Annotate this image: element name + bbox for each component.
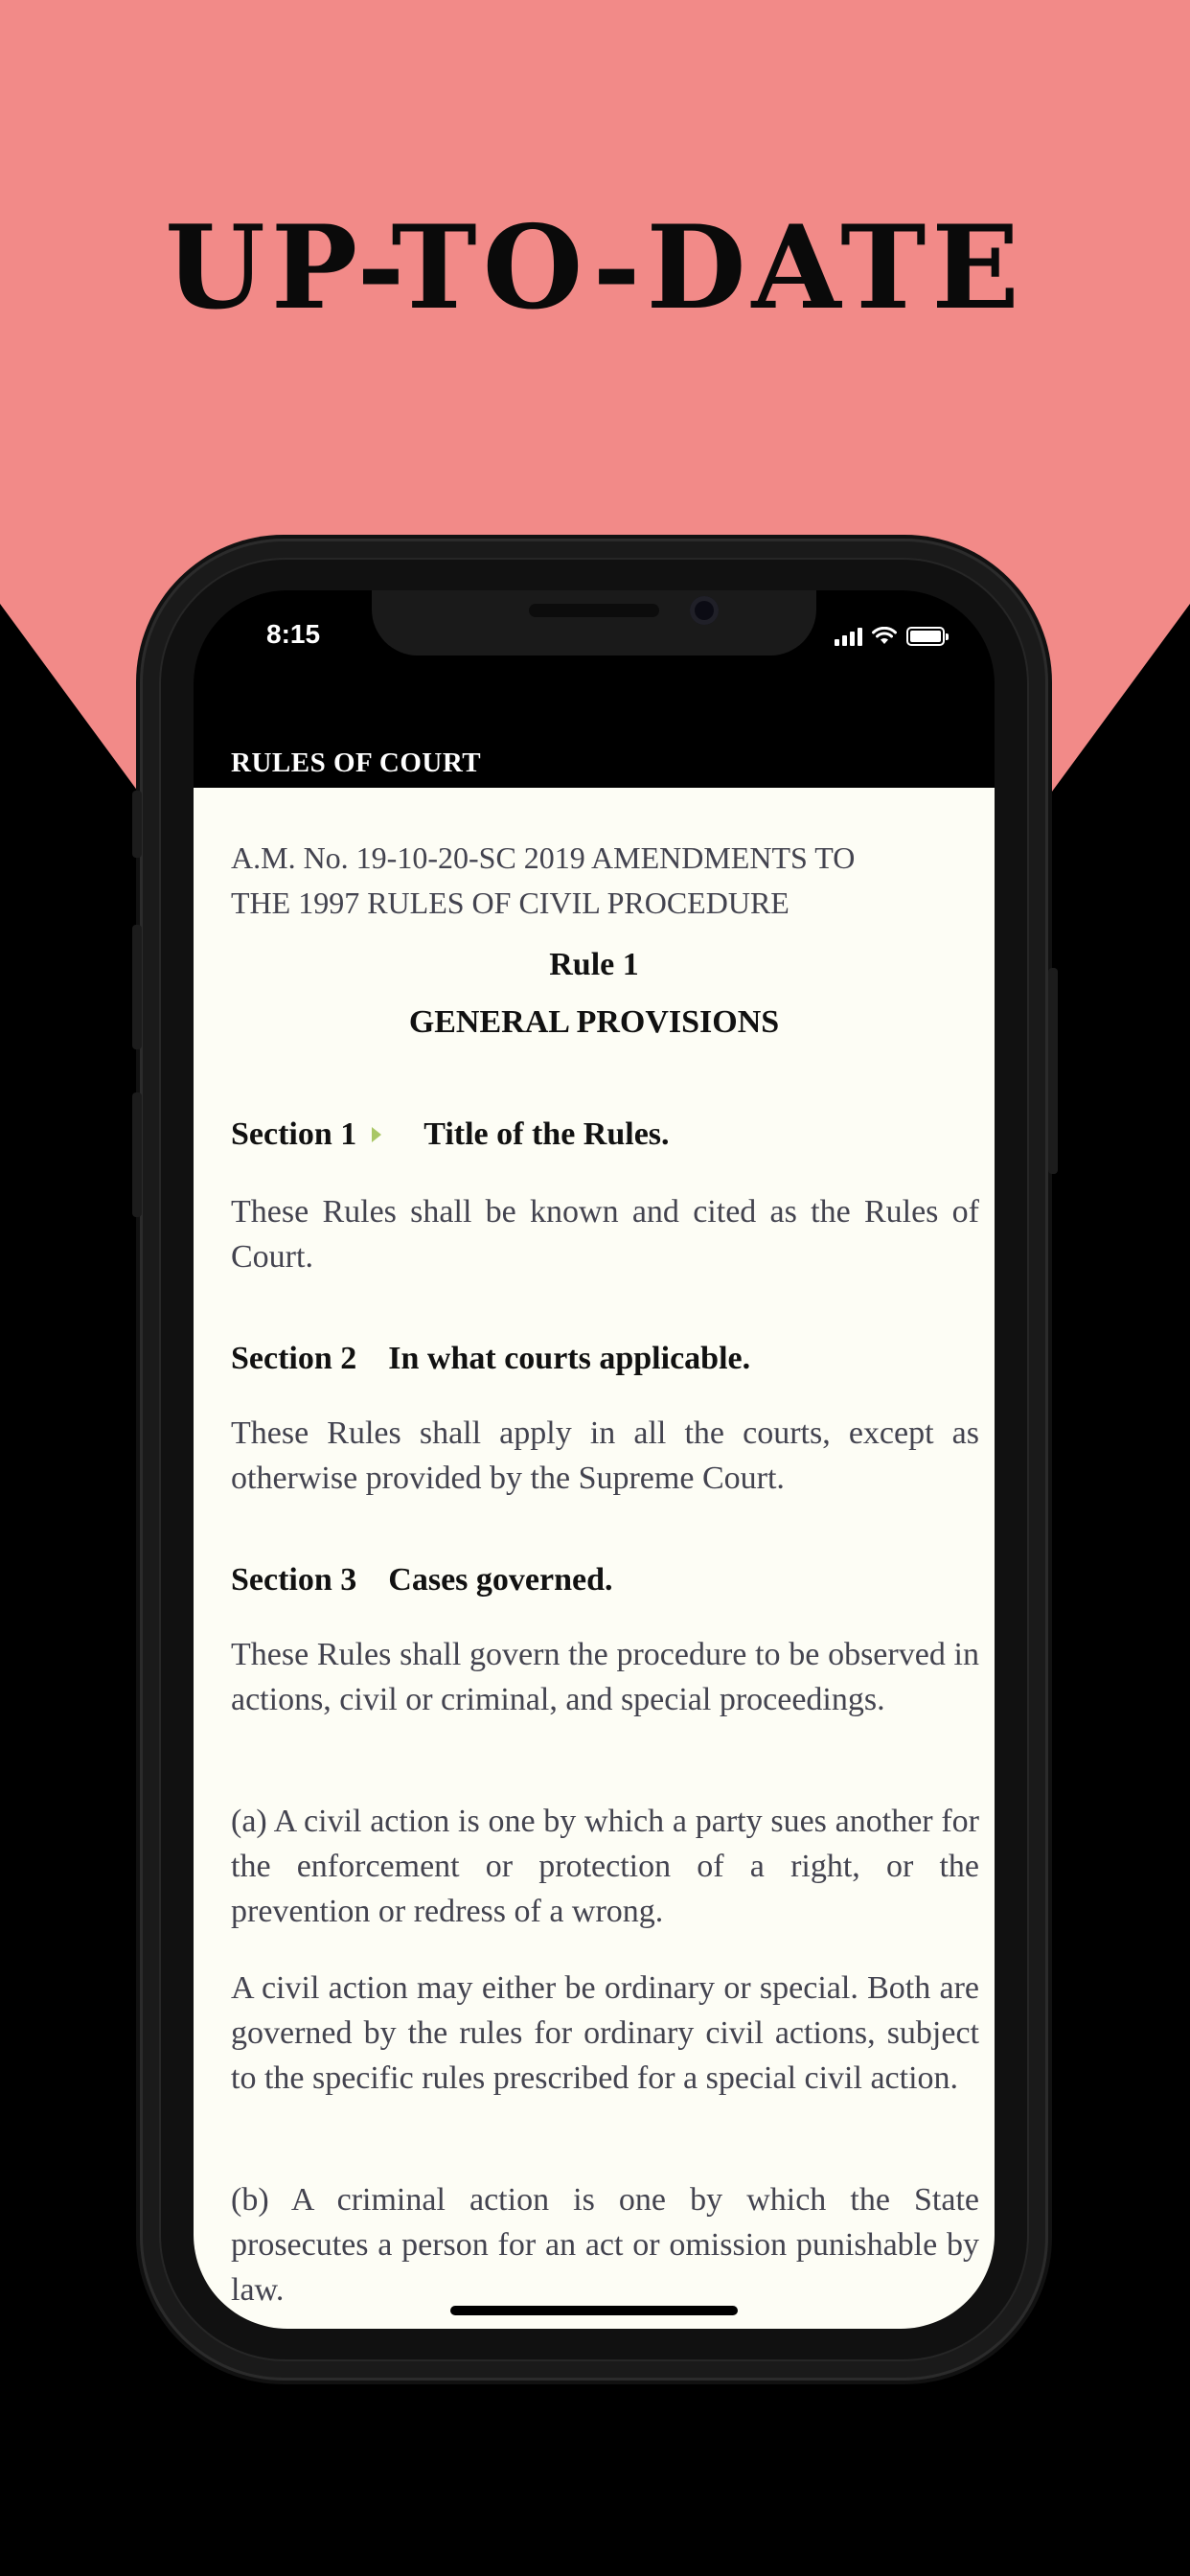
section-title: In what courts applicable.	[388, 1341, 751, 1376]
section-2-heading[interactable]	[231, 1340, 750, 1378]
section-1-heading[interactable]	[231, 1116, 670, 1154]
section-3-heading[interactable]	[231, 1561, 612, 1599]
app-header-title: RULES OF COURT	[231, 748, 482, 778]
status-time: 8:15	[266, 619, 321, 649]
section-3-paragraph-1: These Rules shall govern the procedure to be observed in actions, civil or criminal, and special proceedings.	[231, 1637, 979, 1717]
document-content[interactable]	[194, 788, 995, 2329]
section-number: Section 1	[231, 1116, 357, 1152]
notch	[372, 590, 816, 656]
section-3-paragraph-4: (b) A criminal action is one by which the State prosecutes a person for an act or omission punishable by law.	[231, 2182, 979, 2308]
section-number: Section 3	[231, 1562, 357, 1598]
play-arrow-icon[interactable]	[372, 1127, 381, 1142]
front-camera	[690, 596, 719, 625]
phone-side-button-volume-down	[132, 1092, 142, 1217]
cellular-signal-icon	[835, 627, 862, 646]
document-title-line-1: A.M. No. 19-10-20-SC 2019 AMENDMENTS TO	[231, 840, 856, 875]
rule-title: GENERAL PROVISIONS	[408, 1004, 780, 1040]
phone-side-button-silent	[132, 791, 142, 858]
section-3-paragraph-2: (a) A civil action is one by which a party sues another for the enforcement or protection of a right, or the prevention or redress of a wrong.	[231, 1804, 979, 1929]
document-title	[231, 836, 978, 926]
headline: UP-TO-DATE	[165, 200, 1025, 335]
rule-label: Rule 1	[549, 947, 639, 982]
phone-side-button-power	[1048, 968, 1058, 1174]
phone-screen	[194, 590, 995, 2329]
section-1-paragraph: These Rules shall be known and cited as the Rules of Court.	[231, 1194, 979, 1275]
section-title: Cases governed.	[388, 1562, 613, 1598]
section-number: Section 2	[231, 1341, 357, 1376]
wifi-icon	[872, 627, 897, 646]
status-icons	[835, 625, 945, 648]
document-title-line-2: THE 1997 RULES OF CIVIL PROCEDURE	[231, 886, 790, 920]
section-title: Title of the Rules.	[423, 1116, 670, 1152]
home-indicator[interactable]	[450, 2306, 738, 2315]
section-2-paragraph: These Rules shall apply in all the courts, except as otherwise provided by the Supreme Court.	[231, 1415, 979, 1496]
speaker	[529, 604, 659, 617]
battery-icon	[906, 627, 945, 646]
section-3-paragraph-3: A civil action may either be ordinary or special. Both are governed by the rules for ordinary civil actions, subject to the specific rules prescribed for a special civil action.	[231, 1970, 979, 2096]
phone-side-button-volume-up	[132, 925, 142, 1049]
